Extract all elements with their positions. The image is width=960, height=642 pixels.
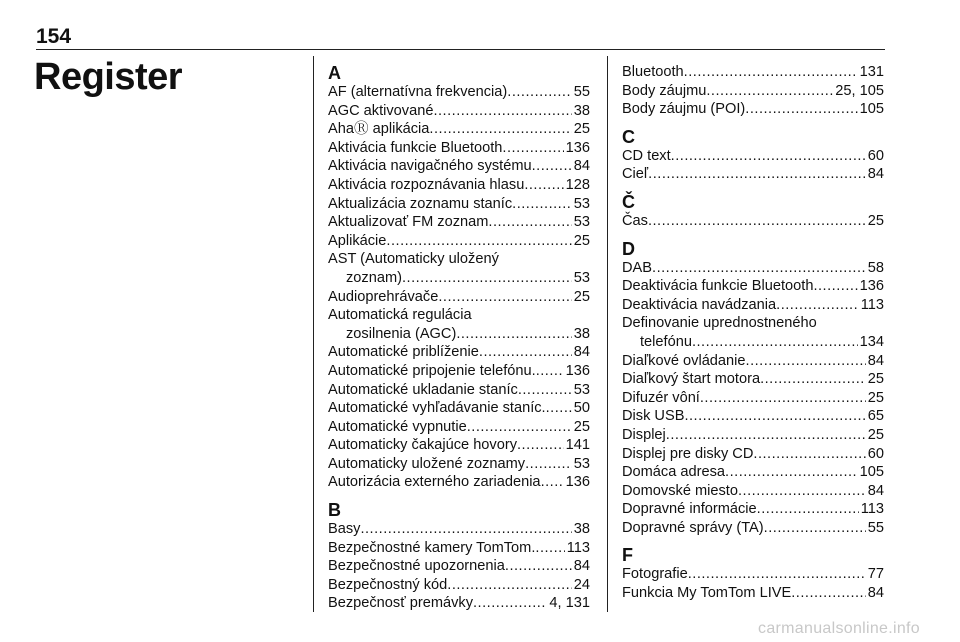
entry-page: 136 [565, 474, 590, 491]
entry-term: Domáca adresa [622, 464, 726, 481]
dot-leader [700, 389, 866, 408]
section-letter: Č [622, 191, 635, 212]
index-section [328, 63, 590, 492]
dot-leader [671, 147, 866, 166]
entry-page: 53 [573, 455, 590, 472]
entry-page: 113 [860, 296, 884, 313]
index-entry [328, 362, 590, 381]
index-entry [328, 250, 590, 287]
dot-leader [725, 463, 858, 482]
entry-term: Bezpečnostné kamery TomTom. [328, 539, 536, 556]
dot-leader [512, 195, 572, 214]
column-divider-right [607, 56, 608, 612]
entry-page: 84 [573, 558, 590, 575]
entry-term: Čas [622, 212, 648, 229]
entry-term: Basy [328, 521, 361, 538]
entry-term: Dopravné informácie [622, 501, 757, 518]
entry-page: 25 [867, 389, 884, 406]
dot-leader [447, 576, 572, 595]
index-entry [328, 139, 590, 158]
entry-term: Domovské miesto [622, 482, 738, 499]
index-entry [328, 195, 590, 214]
section-letter: C [622, 126, 635, 147]
watermark: carmanualsonline.info [758, 620, 920, 637]
dot-leader [706, 82, 833, 101]
index-entry [328, 213, 590, 232]
index-entry [328, 157, 590, 176]
entry-page: 50 [573, 400, 590, 417]
dot-leader [532, 157, 572, 176]
entry-term: Dopravné správy (TA) [622, 519, 764, 536]
section-letter: D [622, 238, 635, 259]
index-entry [622, 389, 884, 408]
entry-page: 58 [867, 259, 884, 276]
entry-term: Funkcia My TomTom LIVE [622, 585, 792, 602]
entry-term-continued: telefónu [640, 333, 692, 350]
dot-leader [479, 343, 572, 362]
entry-term: Autorizácia externého zariadenia [328, 474, 541, 491]
entry-page: 136 [565, 362, 590, 379]
dot-leader [429, 120, 571, 139]
index-entry [328, 381, 590, 400]
dot-leader [813, 277, 857, 296]
entry-page: 113 [860, 501, 884, 518]
entry-term: Aktivácia funkcie Bluetooth [328, 139, 503, 156]
entry-page: 25 [867, 426, 884, 443]
column-divider-left [313, 56, 314, 612]
index-entry [328, 455, 590, 474]
entry-page: 136 [859, 278, 884, 295]
entry-page: 25 [573, 288, 590, 305]
index-entry [622, 352, 884, 371]
section-letter: A [328, 63, 341, 83]
index-entry [622, 259, 884, 278]
entry-page: 84 [867, 585, 884, 602]
dot-leader [776, 296, 859, 315]
index-entry [328, 120, 590, 139]
section-letter: B [328, 500, 341, 521]
entry-page: 128 [565, 176, 590, 193]
entry-page: 77 [867, 566, 884, 583]
header-rule [36, 49, 885, 50]
entry-term: Automatické vypnutie [328, 418, 467, 435]
dot-leader [438, 288, 571, 307]
dot-leader [746, 352, 866, 371]
index-entry [622, 63, 884, 82]
index-section [328, 500, 590, 613]
index-section [622, 239, 884, 538]
entry-term: AF (alternatívna frekvencia) [328, 84, 508, 100]
entry-term: Automaticky čakajúce hovory [328, 437, 517, 454]
index-entry [622, 482, 884, 501]
dot-leader [507, 83, 572, 102]
entry-continuation [622, 333, 884, 352]
entry-page: 25 [867, 212, 884, 229]
index-entry [622, 296, 884, 315]
entry-page: 131 [859, 64, 884, 80]
index-entry [622, 445, 884, 464]
entry-page: 55 [573, 84, 590, 100]
index-entry [328, 576, 590, 595]
entry-page: 84 [867, 482, 884, 499]
entry-term: Automatické priblíženie [328, 344, 479, 361]
entry-page: 53 [573, 269, 590, 286]
entry-continuation [328, 325, 590, 344]
entry-term-continued: zosilnenia (AGC) [346, 325, 457, 342]
entry-page: 25 [573, 121, 590, 138]
dot-leader [525, 455, 572, 474]
entry-page: 134 [859, 333, 884, 350]
entry-term: Aplikácie [328, 232, 387, 249]
dot-leader [386, 232, 571, 251]
entry-term: Body záujmu (POI) [622, 101, 746, 118]
dot-leader [684, 407, 865, 426]
entry-page: 105 [859, 101, 884, 118]
index-entry [622, 407, 884, 426]
index-entry [622, 165, 884, 184]
entry-term: Bezpečnosť premávky [328, 595, 473, 612]
entry-page: 38 [573, 325, 590, 342]
entry-page: 141 [565, 437, 590, 454]
dot-leader [536, 362, 564, 381]
index-entry [622, 147, 884, 166]
index-entry [622, 584, 884, 603]
dot-leader [738, 482, 866, 501]
entry-page: 53 [573, 195, 590, 212]
index-section [622, 192, 884, 231]
entry-page: 60 [867, 445, 884, 462]
entry-term: Bluetooth [622, 64, 684, 80]
entry-page: 84 [867, 352, 884, 369]
entry-term: Bezpečnostné upozornenia [328, 558, 505, 575]
entry-page: 53 [573, 214, 590, 231]
dot-leader [546, 399, 572, 418]
entry-term: Body záujmu [622, 82, 707, 99]
entry-term: Displej [622, 426, 666, 443]
register-title: Register [34, 56, 183, 98]
entry-page: 4, 131 [549, 595, 590, 612]
entry-term: Cieľ [622, 166, 649, 183]
dot-leader [753, 445, 865, 464]
entry-page: 105 [859, 464, 884, 481]
index-entry [328, 418, 590, 437]
entry-term: DAB [622, 259, 653, 276]
entry-page: 25 [573, 418, 590, 435]
dot-leader [402, 269, 572, 288]
dot-leader [648, 212, 866, 231]
dot-leader [517, 436, 564, 455]
entry-page: 25 [573, 232, 590, 249]
entry-page: 38 [573, 102, 590, 119]
entry-term: Automatické ukladanie staníc [328, 381, 518, 398]
entry-term: Automatická regulácia [328, 307, 472, 324]
entry-term: Automaticky uložené zoznamy [328, 455, 526, 472]
entry-term: CD text [622, 147, 671, 164]
index-entry [328, 520, 590, 539]
entry-page: 65 [867, 408, 884, 425]
entry-term: AGC aktivované [328, 102, 434, 119]
dot-leader [505, 557, 572, 576]
entry-term: Aktualizácia zoznamu staníc [328, 195, 513, 212]
dot-leader [488, 213, 571, 232]
index-section [622, 545, 884, 602]
index-entry [622, 82, 884, 101]
index-entry [328, 436, 590, 455]
entry-page: 25 [867, 371, 884, 388]
index-column-1 [328, 63, 590, 613]
entry-continuation [328, 269, 590, 288]
dot-leader [757, 500, 859, 519]
index-entry [328, 594, 590, 613]
entry-term: Deaktivácia funkcie Bluetooth [622, 278, 814, 295]
entry-term: AhaⓇ aplikácia [328, 121, 430, 138]
dot-leader [692, 333, 858, 352]
entry-term: Aktivácia navigačného systému [328, 158, 532, 175]
entry-term: Bezpečnostný kód [328, 576, 448, 593]
index-entry [328, 102, 590, 121]
dot-leader [745, 100, 857, 119]
entry-page: 25, 105 [835, 82, 884, 99]
index-entry [328, 83, 590, 102]
dot-leader [666, 426, 866, 445]
entry-term: Diaľkový štart motora [622, 371, 761, 388]
dot-leader [535, 539, 564, 558]
dot-leader [518, 381, 572, 400]
index-column-2 [622, 63, 884, 603]
index-entry [622, 370, 884, 389]
entry-term: Diaľkové ovládanie [622, 352, 746, 369]
entry-term: AST (Automaticky uložený [328, 251, 499, 268]
dot-leader [360, 520, 571, 539]
dot-leader [684, 63, 858, 82]
entry-page: 53 [573, 381, 590, 398]
dot-leader [760, 370, 866, 389]
index-entry [622, 277, 884, 296]
dot-leader [456, 325, 571, 344]
index-entry [622, 519, 884, 538]
entry-term: Displej pre disky CD [622, 445, 754, 462]
entry-term: Difuzér vôní [622, 389, 700, 406]
entry-term: Audioprehrávače [328, 288, 439, 305]
entry-page: 60 [867, 147, 884, 164]
index-entry [622, 500, 884, 519]
entry-term: Automatické vyhľadávanie staníc. [328, 400, 546, 417]
entry-page: 84 [573, 344, 590, 361]
index-entry [328, 288, 590, 307]
dot-leader [473, 594, 547, 613]
index-entry [622, 314, 884, 351]
dot-leader [648, 165, 866, 184]
dot-leader [764, 519, 866, 538]
dot-leader [467, 418, 572, 437]
entry-page: 24 [573, 576, 590, 593]
index-section [622, 63, 884, 119]
index-entry [328, 343, 590, 362]
index-entry [328, 557, 590, 576]
entry-term: Automatické pripojenie telefónu. [328, 362, 536, 379]
index-entry [622, 463, 884, 482]
entry-page: 84 [573, 158, 590, 175]
entry-term: Disk USB [622, 408, 685, 425]
index-entry [328, 473, 590, 492]
entry-page: 113 [566, 539, 590, 556]
index-entry [328, 176, 590, 195]
index-section [622, 127, 884, 184]
index-entry [622, 100, 884, 119]
dot-leader [652, 259, 866, 278]
index-entry [328, 539, 590, 558]
entry-page: 55 [867, 519, 884, 536]
dot-leader [502, 139, 563, 158]
entry-page: 136 [565, 139, 590, 156]
index-entry [622, 212, 884, 231]
index-entry [622, 426, 884, 445]
entry-page: 38 [573, 521, 590, 538]
entry-page: 84 [867, 166, 884, 183]
dot-leader [524, 176, 563, 195]
entry-term: Fotografie [622, 566, 688, 583]
entry-term: Aktivácia rozpoznávania hlasu [328, 176, 525, 193]
entry-term: Deaktivácia navádzania [622, 296, 777, 313]
entry-term: Aktualizovať FM zoznam [328, 214, 489, 231]
dot-leader [688, 565, 866, 584]
dot-leader [433, 102, 571, 121]
dot-leader [791, 584, 866, 603]
index-entry [328, 232, 590, 251]
index-entry [328, 306, 590, 343]
entry-term: Definovanie uprednostneného [622, 315, 817, 332]
entry-term-continued: zoznam) [346, 269, 402, 286]
page-number: 154 [36, 25, 72, 48]
section-letter: F [622, 545, 633, 566]
index-entry [328, 399, 590, 418]
index-entry [622, 565, 884, 584]
dot-leader [541, 473, 564, 492]
